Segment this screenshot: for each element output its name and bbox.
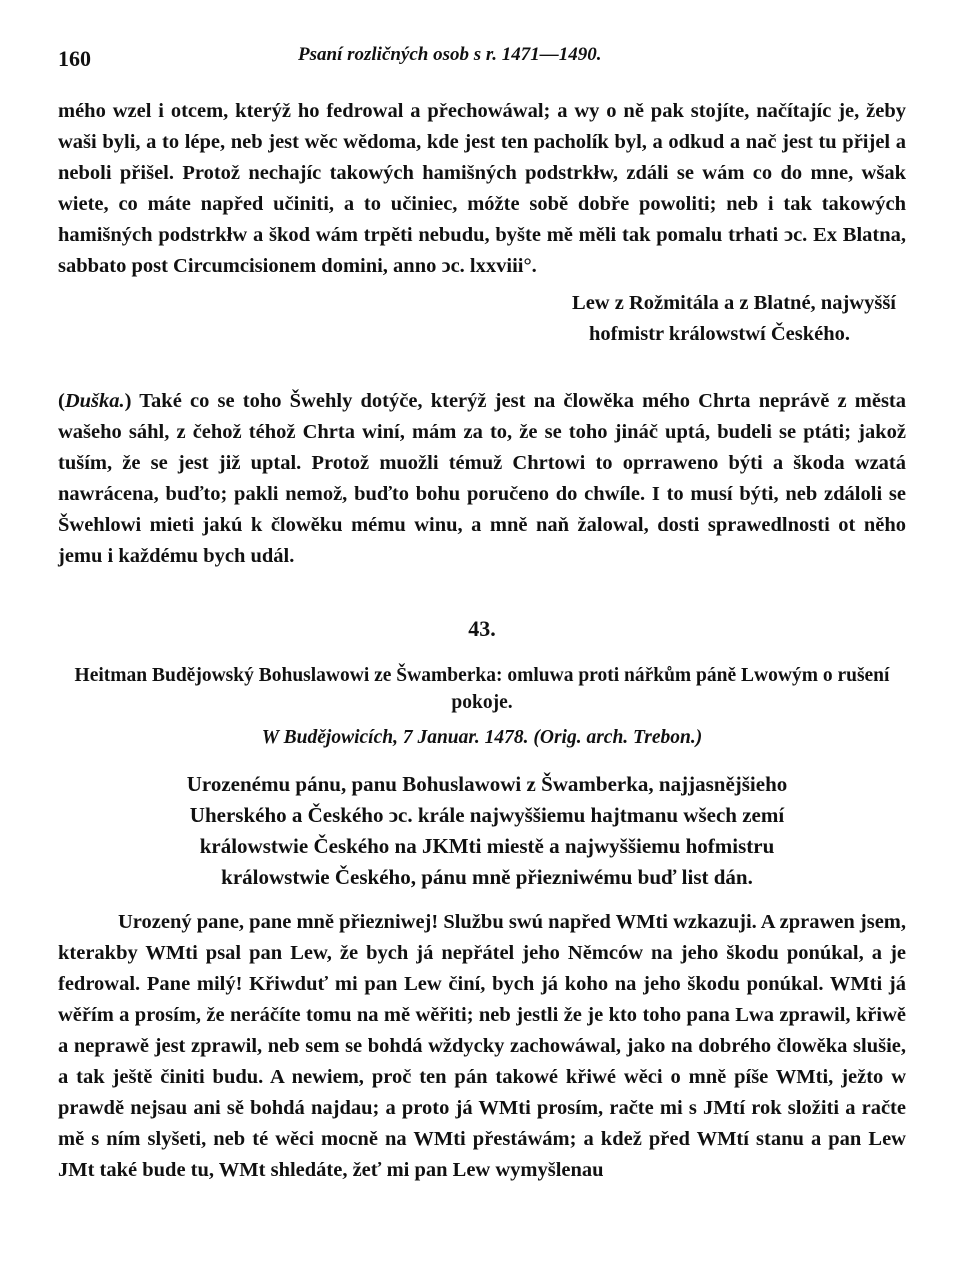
document-dateline: W Budějowicích, 7 Januar. 1478. (Orig. arch. Trebon.) bbox=[261, 727, 703, 748]
letter-42-continuation: mého wzel i otcem, kterýž ho fedrowal a přechowáwal; a wy o ně pak stojíte, načítajíc je, žeby waši byli, a to lépe, neb jest wěc wědoma, kde jest ten pacholík byl, a odkud a nač jest tu přijel a neboli přišel. Protož nechajíc takowých hamišných podstrkłw, zdáli se wám co do mne, wšak wiete, co máte napřed učiniti, a to učiniec, móžte sobě dobře powoliti; neb i tak takowých hamišných podstrkłw a škod wám trpěti nebudu, byšte mě měli tak pomalu trhati ↄc. Ex Blatna, sabbato post Circumcisionem domini, anno ↄc. lxxviii°. bbox=[58, 100, 906, 277]
document-summary: Heitman Budějowský Bohuslawowi ze Šwamberka: omluwa proti nářkům páně Lwowým o rušení pokoje. bbox=[74, 665, 890, 713]
duska-lead: Duška. bbox=[64, 390, 125, 412]
letter-43-body: Urozený pane, pane mně přiezniwej! Službu swú napřed WMti wzkazuji. A zprawen jsem, kterakby WMti psal pan Lew, že bych já nepřátel jeho Němców na jeho škodu ponúkal, a je fedrowal. Pane milý! Křiwduť mi pan Lew činí, bych já koho na jeho škodu ponúkal. WMti já wěřím a prosím, že neráčíte tomu na mě wěřiti; neb jestli že je kto toho pana Lwa zprawil, křiwě a neprawě jest zprawil, neb sem se bohdá wždycky zachowáwal, jako na dobrého člowěka slušie, a tak ještě činiti budu. A newiem, proč ten pán takowé křiwé wěci o mně píše WMti, ježto w prawdě nejsau ani sě bohdá najdau; a proto já WMti prosím, račte mi s JMtí rok složiti a račte mě s ním slyšeti, neb té wěci mocně na WMti přestáwám; a kdež před WMtí stanu a pan Lew JMt také bude tu, WMt shledáte, žeť mi pan Lew wymyšlenau bbox=[58, 911, 906, 1181]
document-number: 43. bbox=[468, 616, 496, 641]
signature bbox=[58, 288, 906, 350]
book-page bbox=[58, 44, 906, 1186]
letter-address: Urozenému pánu, panu Bohuslawowi z Šwamberka, najjasnějšieho Uherského a Českého ↄc. krále najwyššiemu hajtmanu wšech zemí králowstwie Českého na JKMti miestě a najwyššiemu hofmistru králowstwie Českého, pánu mně přiezniwému buď list dán. bbox=[186, 772, 788, 889]
page-number: 160 bbox=[58, 46, 91, 71]
signature-line-2: hofmistr králowstwí Českého. bbox=[589, 323, 850, 345]
duska-text: ) Také co se toho Šwehly dotýče, kterýž jest na člowěka mého Chrta neprávě z města wašeho sáhl, z čehož téhož Chrta winí, mám za to, že se toho jináč uptá, budeli se ptáti; jakož tuším, že se jest již uptal. Protož muožli témuž Chrtowi to oprraweno býti a škoda wzatá nawrácena, buďto; pakli nemož, buďto bohu poručeno do chwíle. I to musí býti, neb zdáloli se Šwehlowi mieti jakú k člowěku mému winu, a mně naň žalowal, dosti sprawedlnosti ot něho jemu i každému bych udál. bbox=[58, 390, 906, 567]
signature-line-1: Lew z Rožmitála a z Blatné, najwyšší bbox=[572, 292, 896, 314]
running-title: Psaní rozličných osob s r. 1471—1490. bbox=[298, 44, 602, 65]
duska-paragraph: (Duška.) Také co se toho Šwehly dotýče, kterýž jest na člowěka mého Chrta neprávě z města wašeho sáhl, z čehož téhož Chrta winí, mám za to, že se toho jináč uptá, budeli se ptáti; jakož tuším, že se jest již uptal. Protož muožli témuž Chrtowi to oprraweno býti a škoda wzatá nawrácena, buďto; pakli nemož, buďto bohu poručeno do chwíle. I to musí býti, neb zdáloli se Šwehlowi mieti jakú k člowěku mému winu, a mně naň žalowal, dosti sprawedlnosti ot něho jemu i každému bych udál. bbox=[58, 390, 906, 567]
page-header bbox=[58, 44, 906, 80]
